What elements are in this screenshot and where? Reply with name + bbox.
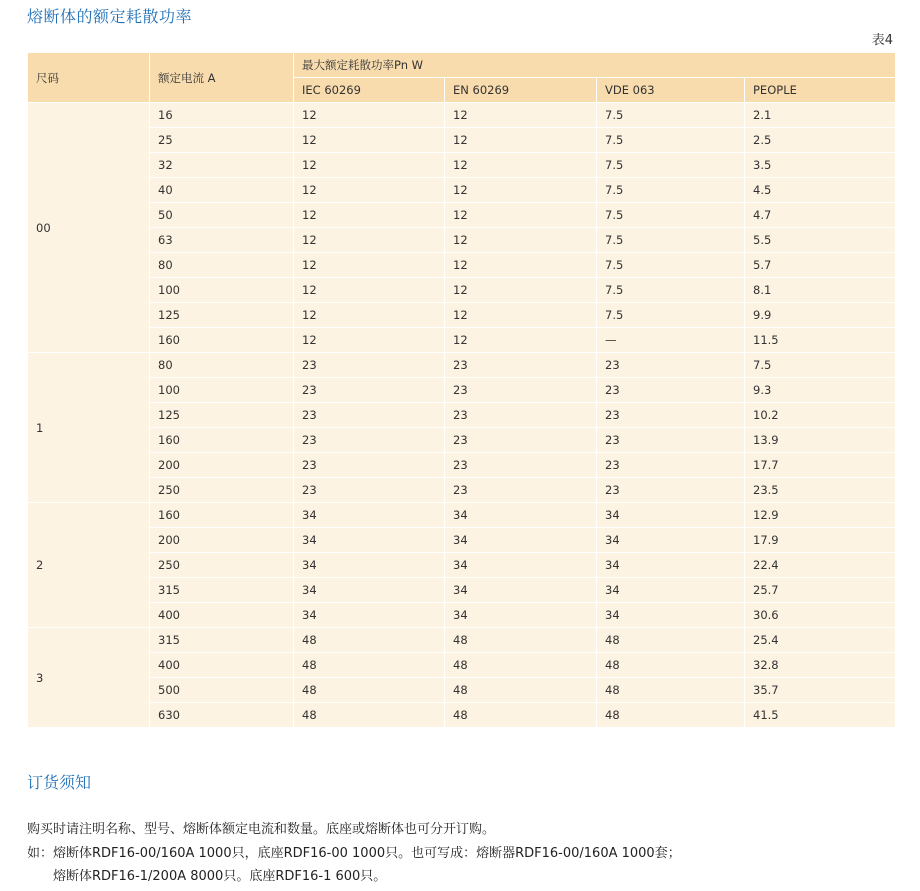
table-cell: 160	[150, 503, 294, 528]
table-cell: 12.9	[745, 503, 896, 528]
table-cell: 12	[445, 253, 597, 278]
table-cell: 23	[294, 453, 445, 478]
table-cell: 34	[445, 603, 597, 628]
table-cell: 100	[150, 278, 294, 303]
table-row	[28, 278, 896, 303]
table-cell: 7.5	[597, 253, 745, 278]
header-rated-current: 额定电流 A	[150, 53, 294, 103]
table-cell: 48	[445, 678, 597, 703]
table-cell: 3.5	[745, 153, 896, 178]
size-cell: 3	[28, 628, 150, 728]
table-cell: 34	[445, 578, 597, 603]
table-cell: 250	[150, 553, 294, 578]
table-cell: 30.6	[745, 603, 896, 628]
table-cell: 400	[150, 653, 294, 678]
table-row	[28, 353, 896, 378]
table-cell: 2.5	[745, 128, 896, 153]
header-size: 尺码	[28, 53, 150, 103]
table-cell: 48	[597, 628, 745, 653]
table-cell: 48	[445, 703, 597, 728]
table-cell: 12	[294, 178, 445, 203]
table-cell: 13.9	[745, 428, 896, 453]
table-cell: 12	[294, 128, 445, 153]
table-cell: 34	[597, 528, 745, 553]
table-cell: 34	[597, 603, 745, 628]
table-cell: 23	[597, 428, 745, 453]
table-cell: 23.5	[745, 478, 896, 503]
table-row	[28, 303, 896, 328]
table-cell: 41.5	[745, 703, 896, 728]
table-cell: 315	[150, 578, 294, 603]
table-cell: —	[597, 328, 745, 353]
table-cell: 8.1	[745, 278, 896, 303]
table-cell: 48	[597, 653, 745, 678]
table-cell: 7.5	[597, 178, 745, 203]
table-cell: 25	[150, 128, 294, 153]
table-cell: 17.7	[745, 453, 896, 478]
table-cell: 48	[597, 703, 745, 728]
table-cell: 12	[294, 253, 445, 278]
table-cell: 125	[150, 403, 294, 428]
power-dissipation-table	[27, 52, 896, 728]
table-cell: 12	[294, 228, 445, 253]
table-cell: 23	[294, 378, 445, 403]
table-cell: 34	[445, 503, 597, 528]
table-row	[28, 453, 896, 478]
table-cell: 12	[294, 153, 445, 178]
table-cell: 34	[445, 553, 597, 578]
table-cell: 23	[597, 453, 745, 478]
table-row	[28, 203, 896, 228]
table-cell: 630	[150, 703, 294, 728]
table-cell: 23	[445, 453, 597, 478]
table-cell: 34	[294, 603, 445, 628]
table-cell: 315	[150, 628, 294, 653]
table-cell: 40	[150, 178, 294, 203]
table-row	[28, 103, 896, 128]
table-body	[28, 103, 896, 728]
table-row	[28, 553, 896, 578]
table-cell: 23	[294, 478, 445, 503]
table-cell: 34	[294, 578, 445, 603]
table-row	[28, 328, 896, 353]
table-row	[28, 178, 896, 203]
table-cell: 23	[294, 428, 445, 453]
table-cell: 5.7	[745, 253, 896, 278]
table-cell: 12	[294, 203, 445, 228]
ordering-line-2: 如：熔断体RDF16-00/160A 1000只，底座RDF16-00 1000只。也可写成：熔断器RDF16-00/160A 1000套；	[27, 846, 681, 861]
table-row	[28, 228, 896, 253]
table-row	[28, 153, 896, 178]
table-cell: 23	[445, 403, 597, 428]
table-cell: 12	[294, 303, 445, 328]
size-cell: 2	[28, 503, 150, 628]
table-cell: 34	[294, 503, 445, 528]
table-cell: 500	[150, 678, 294, 703]
table-cell: 25.4	[745, 628, 896, 653]
table-cell: 23	[445, 428, 597, 453]
header-en: EN 60269	[445, 78, 597, 103]
table-cell: 23	[294, 403, 445, 428]
table-cell: 23	[597, 478, 745, 503]
header-max-power: 最大额定耗散功率Pn W	[294, 53, 896, 78]
table-row	[28, 703, 896, 728]
table-row	[28, 528, 896, 553]
table-cell: 11.5	[745, 328, 896, 353]
table-cell: 12	[445, 178, 597, 203]
table-row	[28, 253, 896, 278]
table-cell: 12	[294, 278, 445, 303]
table-cell: 34	[294, 528, 445, 553]
table-row	[28, 653, 896, 678]
table-cell: 48	[445, 653, 597, 678]
table-cell: 35.7	[745, 678, 896, 703]
table-cell: 7.5	[597, 278, 745, 303]
size-cell: 1	[28, 353, 150, 503]
table-cell: 7.5	[745, 353, 896, 378]
table-cell: 23	[294, 353, 445, 378]
table-cell: 12	[445, 203, 597, 228]
table-cell: 23	[445, 478, 597, 503]
table-cell: 48	[597, 678, 745, 703]
ordering-line-3: 熔断体RDF16-1/200A 8000只。底座RDF16-1 600只。	[53, 869, 387, 884]
table-cell: 32.8	[745, 653, 896, 678]
table-cell: 22.4	[745, 553, 896, 578]
table-cell: 48	[294, 703, 445, 728]
header-vde: VDE 063	[597, 78, 745, 103]
table-cell: 2.1	[745, 103, 896, 128]
table-cell: 200	[150, 453, 294, 478]
table-cell: 4.7	[745, 203, 896, 228]
table-cell: 48	[445, 628, 597, 653]
table-cell: 7.5	[597, 303, 745, 328]
table-row	[28, 603, 896, 628]
table-cell: 160	[150, 428, 294, 453]
table-cell: 12	[445, 278, 597, 303]
header-iec: IEC 60269	[294, 78, 445, 103]
table-cell: 17.9	[745, 528, 896, 553]
table-cell: 7.5	[597, 103, 745, 128]
table-cell: 9.9	[745, 303, 896, 328]
table-row	[28, 478, 896, 503]
page-title: 熔断体的额定耗散功率	[27, 7, 193, 26]
table-cell: 48	[294, 678, 445, 703]
table-cell: 12	[445, 328, 597, 353]
table-cell: 400	[150, 603, 294, 628]
table-cell: 34	[445, 528, 597, 553]
table-cell: 12	[445, 128, 597, 153]
table-row	[28, 378, 896, 403]
ordering-line-1: 购买时请注明名称、型号、熔断体额定电流和数量。底座或熔断体也可分开订购。	[27, 822, 496, 837]
table-row	[28, 403, 896, 428]
table-cell: 125	[150, 303, 294, 328]
table-cell: 12	[445, 153, 597, 178]
table-cell: 48	[294, 653, 445, 678]
table-cell: 7.5	[597, 128, 745, 153]
table-row	[28, 503, 896, 528]
table-cell: 80	[150, 353, 294, 378]
table-cell: 34	[597, 553, 745, 578]
table-row	[28, 628, 896, 653]
table-cell: 10.2	[745, 403, 896, 428]
table-cell: 7.5	[597, 228, 745, 253]
table-number-label: 表4	[871, 33, 893, 48]
table-row	[28, 128, 896, 153]
table-cell: 50	[150, 203, 294, 228]
table-cell: 7.5	[597, 203, 745, 228]
table-cell: 34	[597, 503, 745, 528]
table-cell: 34	[294, 553, 445, 578]
table-row	[28, 678, 896, 703]
table-cell: 23	[445, 353, 597, 378]
table-cell: 12	[445, 303, 597, 328]
table-cell: 12	[445, 103, 597, 128]
table-cell: 5.5	[745, 228, 896, 253]
header-people: PEOPLE	[745, 78, 896, 103]
table-cell: 23	[445, 378, 597, 403]
table-cell: 12	[445, 228, 597, 253]
table-cell: 32	[150, 153, 294, 178]
size-cell: 00	[28, 103, 150, 353]
table-cell: 100	[150, 378, 294, 403]
table-cell: 63	[150, 228, 294, 253]
table-cell: 23	[597, 378, 745, 403]
table-cell: 250	[150, 478, 294, 503]
table-cell: 200	[150, 528, 294, 553]
table-cell: 23	[597, 353, 745, 378]
table-cell: 80	[150, 253, 294, 278]
table-cell: 12	[294, 103, 445, 128]
table-row	[28, 578, 896, 603]
table-cell: 34	[597, 578, 745, 603]
table-cell: 48	[294, 628, 445, 653]
table-cell: 7.5	[597, 153, 745, 178]
table-cell: 12	[294, 328, 445, 353]
table-row	[28, 428, 896, 453]
table-cell: 4.5	[745, 178, 896, 203]
table-cell: 23	[597, 403, 745, 428]
table-cell: 25.7	[745, 578, 896, 603]
table-cell: 160	[150, 328, 294, 353]
table-cell: 9.3	[745, 378, 896, 403]
table-cell: 16	[150, 103, 294, 128]
ordering-title: 订货须知	[27, 773, 92, 792]
